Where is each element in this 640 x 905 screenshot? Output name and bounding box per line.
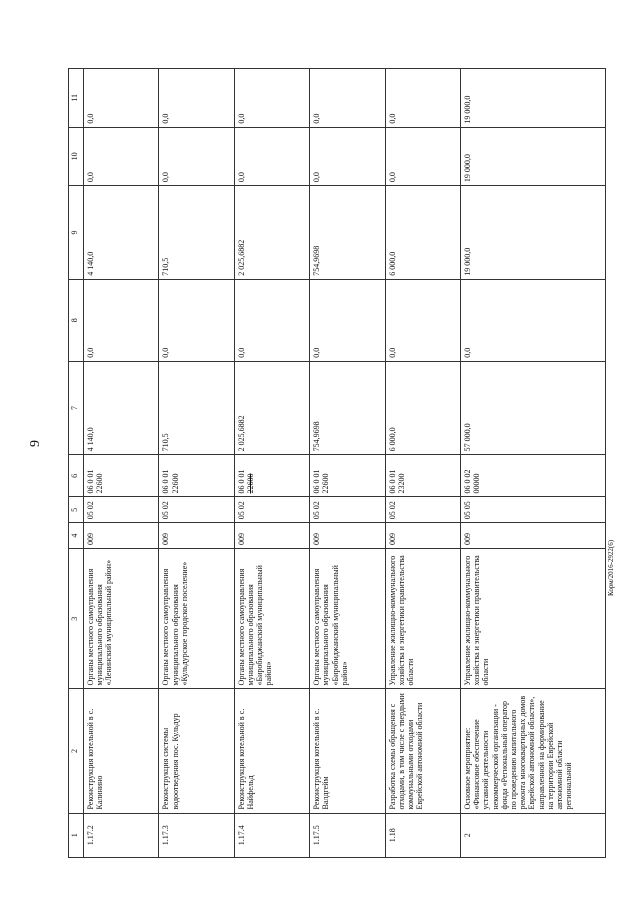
corrected-code: 22600 bbox=[246, 473, 256, 494]
executor: Органы местного самоуправления муниципального образования «Кульдурское городское поселение» bbox=[159, 548, 234, 688]
amount-col11: 0,0 bbox=[234, 69, 309, 128]
header-row bbox=[69, 69, 84, 858]
amount-col9: 2 025,6882 bbox=[234, 186, 309, 280]
row-number: 2 bbox=[461, 813, 606, 857]
code-target: 06 0 01 22600 bbox=[159, 455, 234, 497]
code-target: 06 0 01 22600 bbox=[84, 455, 159, 497]
measure-name: Разработка схемы обращения с отходами, в том числе с твердыми коммунальными отходами Еврейской автономной области bbox=[385, 689, 460, 813]
amount-col10: 0,0 bbox=[159, 127, 234, 186]
code-section: 05 02 bbox=[234, 497, 309, 523]
row-number: 1.17.4 bbox=[234, 813, 309, 857]
program-measures-table bbox=[68, 68, 606, 858]
amount-col11: 0,0 bbox=[385, 69, 460, 128]
table-row bbox=[234, 69, 309, 858]
table-row bbox=[84, 69, 159, 858]
amount-col9: 19 000,0 bbox=[461, 186, 606, 280]
code-section: 05 02 bbox=[310, 497, 385, 523]
col-header: 6 bbox=[69, 455, 84, 497]
code-grbs: 009 bbox=[234, 523, 309, 549]
document-code: Корм/2016-2922(6) bbox=[607, 539, 615, 596]
code-section: 05 05 bbox=[461, 497, 606, 523]
col-header: 10 bbox=[69, 127, 84, 186]
page-number: 9 bbox=[28, 440, 43, 447]
code-section: 05 02 bbox=[385, 497, 460, 523]
executor: Управление жилищно-коммунального хозяйства и энергетики правительства области bbox=[385, 548, 460, 688]
amount-col10: 19 000,0 bbox=[461, 127, 606, 186]
amount-col9: 4 140,0 bbox=[84, 186, 159, 280]
code-target: 06 0 01 23200 bbox=[385, 455, 460, 497]
measure-name: Реконструкция котельной в с. Валдгейм bbox=[310, 689, 385, 813]
amount-total: 710,5 bbox=[159, 361, 234, 455]
table-row bbox=[461, 69, 606, 858]
amount-col8: 0,0 bbox=[84, 279, 159, 361]
col-header: 4 bbox=[69, 523, 84, 549]
amount-col10: 0,0 bbox=[310, 127, 385, 186]
table-row bbox=[159, 69, 234, 858]
amount-col10: 0,0 bbox=[84, 127, 159, 186]
amount-total: 57 000,0 bbox=[461, 361, 606, 455]
amount-total: 754,9698 bbox=[310, 361, 385, 455]
col-header: 5 bbox=[69, 497, 84, 523]
amount-col9: 710,5 bbox=[159, 186, 234, 280]
col-header: 8 bbox=[69, 279, 84, 361]
col-header: 3 bbox=[69, 548, 84, 688]
row-number: 1.18 bbox=[385, 813, 460, 857]
amount-col10: 0,0 bbox=[385, 127, 460, 186]
code-section: 05 02 bbox=[159, 497, 234, 523]
measure-name: Реконструкция котельной в с. Найфельд bbox=[234, 689, 309, 813]
executor: Органы местного самоуправления муниципального образования «Ленинский муниципальный район» bbox=[84, 548, 159, 688]
amount-total: 6 000,0 bbox=[385, 361, 460, 455]
rotated-table-container bbox=[68, 68, 606, 858]
table-row bbox=[310, 69, 385, 858]
code-target: 06 0 01 22600 bbox=[234, 455, 309, 497]
executor: Управление жилищно-коммунального хозяйства и энергетики правительства области bbox=[461, 548, 606, 688]
row-number: 1.17.5 bbox=[310, 813, 385, 857]
code-target: 06 0 01 22600 bbox=[310, 455, 385, 497]
col-header: 7 bbox=[69, 361, 84, 455]
executor: Органы местного самоуправления муниципального образования «Биробиджанский муниципальный район» bbox=[310, 548, 385, 688]
amount-col11: 0,0 bbox=[159, 69, 234, 128]
measure-name: Основное мероприятие: «Финансовое обеспечение уставной деятельности некоммерческой организации - фонда «Региональный оператор по проведению капитального ремонта многоквартирных домов Еврейской автономной области», направленной на формирование на территории Еврейской автономной области региональной bbox=[461, 689, 606, 813]
col-header: 11 bbox=[69, 69, 84, 128]
col-header: 2 bbox=[69, 689, 84, 813]
table-row bbox=[385, 69, 460, 858]
code-grbs: 009 bbox=[310, 523, 385, 549]
amount-col8: 0,0 bbox=[234, 279, 309, 361]
amount-total: 4 140,0 bbox=[84, 361, 159, 455]
amount-col11: 0,0 bbox=[310, 69, 385, 128]
amount-col11: 19 000,0 bbox=[461, 69, 606, 128]
amount-col11: 0,0 bbox=[84, 69, 159, 128]
amount-col9: 6 000,0 bbox=[385, 186, 460, 280]
col-header: 1 bbox=[69, 813, 84, 857]
amount-col10: 0,0 bbox=[234, 127, 309, 186]
amount-total: 2 025,6882 bbox=[234, 361, 309, 455]
code-grbs: 009 bbox=[461, 523, 606, 549]
code-grbs: 009 bbox=[385, 523, 460, 549]
code-grbs: 009 bbox=[84, 523, 159, 549]
executor: Органы местного самоуправления муниципального образования «Биробиджанский муниципальный район» bbox=[234, 548, 309, 688]
amount-col8: 0,0 bbox=[310, 279, 385, 361]
measure-name: Реконструкция котельной в с. Калинино bbox=[84, 689, 159, 813]
amount-col8: 0,0 bbox=[159, 279, 234, 361]
col-header: 9 bbox=[69, 186, 84, 280]
amount-col9: 754,9698 bbox=[310, 186, 385, 280]
code-section: 05 02 bbox=[84, 497, 159, 523]
row-number: 1.17.2 bbox=[84, 813, 159, 857]
amount-col8: 0,0 bbox=[461, 279, 606, 361]
amount-col8: 0,0 bbox=[385, 279, 460, 361]
row-number: 1.17.3 bbox=[159, 813, 234, 857]
code-target: 06 0 02 00000 bbox=[461, 455, 606, 497]
measure-name: Реконструкция системы водоотведения пос. Кульдур bbox=[159, 689, 234, 813]
code-grbs: 009 bbox=[159, 523, 234, 549]
